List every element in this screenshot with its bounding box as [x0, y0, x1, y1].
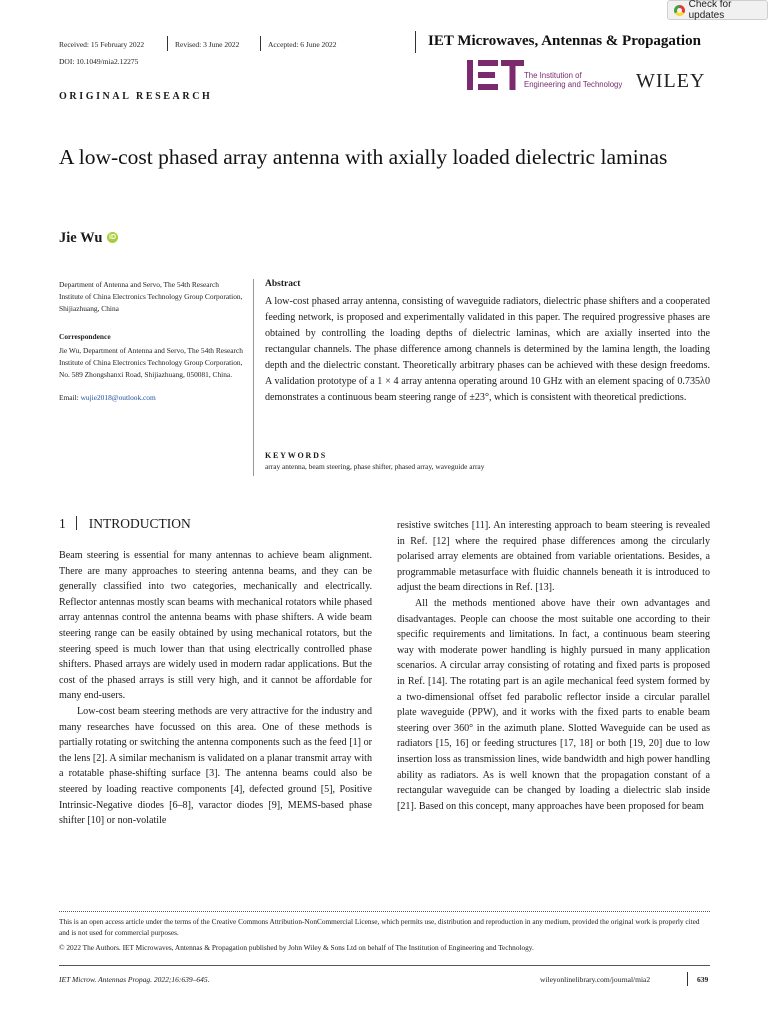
- crossmark-icon: [674, 5, 685, 16]
- paragraph: resistive switches [11]. An interesting approach to beam steering is revealed in Ref. [12] where the required phase differences among the circularly polarised array elements are obtained from variable orientations. Besides, a programmable metasurface with fluidic channels beneath it is introduced to adjust the beam directions in Ref. [13].: [397, 520, 710, 594]
- correspondence-email: [59, 392, 156, 404]
- keywords-heading: KEYWORDS: [265, 451, 327, 460]
- article-title: A low-cost phased array antenna with axially loaded dielectric laminas: [59, 145, 668, 169]
- meta-divider: [260, 36, 261, 51]
- copyright-note: © 2022 The Authors. IET Microwaves, Antennas & Propagation published by John Wiley & Sons Ltd on behalf of The Institution of Engineering and Technology.: [59, 943, 534, 952]
- footer-url[interactable]: wileyonlinelibrary.com/journal/mia2: [540, 975, 651, 984]
- article-type: ORIGINAL RESEARCH: [59, 91, 213, 102]
- journal-name: IET Microwaves, Antennas & Propagation: [428, 33, 701, 49]
- received-date: Received: 15 February 2022: [59, 40, 145, 49]
- section-title: INTRODUCTION: [88, 516, 191, 531]
- email-label: Email:: [59, 393, 81, 402]
- check-for-updates-button[interactable]: [667, 0, 768, 20]
- check-for-updates-label: Check for updates: [688, 0, 732, 21]
- affiliation: Department of Antenna and Servo, The 54th Research Institute of China Electronics Technology Group Corporation, Shijiazhuang, China: [59, 280, 243, 313]
- revised-date: Revised: 3 June 2022: [175, 40, 240, 49]
- keywords-list: array antenna, beam steering, phase shifter, phased array, waveguide array: [265, 462, 485, 471]
- correspondence-heading: Correspondence: [59, 332, 111, 341]
- section-divider: [76, 516, 77, 530]
- paragraph: All the methods mentioned above have their own advantages and disadvantages. People can choose the most suitable one according to their specific requirements and limitations. In fact, a continuous beam steering way with moderate power handling is highly pursued in many application scenarios. A circular array consisting of rotating and fixed parts is proposed in Ref. [14]. The rotating part is an agile mechanical feed system formed by a two-dimensional offset fed parabolic reflector inside a circular parallel plate waveguide (PPW), and it works with the fixed parts to enable beam steering over 360° in the azimuth plane. Slotted Waveguide can be used as radiators [15, 16] or feeding structures [17, 18] or both [19, 20] due to low insertion loss as transmission lines, wide bandwidth and high power handling ability as radiators. As is well known that the propagation constant of a rectangular waveguide can be changed by loading a dielectric slab inside [21]. Based on this concept, many approaches have been proposed for beam: [397, 597, 710, 812]
- orcid-icon[interactable]: iD: [109, 234, 116, 241]
- email-link[interactable]: wujie2018@outlook.com: [80, 393, 156, 402]
- footer-rule: [59, 965, 710, 966]
- abstract-heading: Abstract: [265, 279, 301, 289]
- body-column-left: [59, 548, 372, 829]
- page-number: 639: [697, 975, 709, 984]
- section-number: 1: [59, 516, 66, 531]
- footer-citation: IET Microw. Antennas Propag. 2022;16:639–645.: [59, 975, 210, 984]
- meta-divider: [415, 31, 416, 53]
- license-note: This is an open access article under the terms of the Creative Commons Attribution-NonCommercial License, which permits use, distribution and reproduction in any medium, provided the original work is properly cited and is not used for commercial purposes.: [59, 917, 700, 937]
- body-column-right: [397, 518, 710, 814]
- section-heading: [59, 516, 191, 532]
- iet-logo: [467, 60, 524, 90]
- meta-divider: [167, 36, 168, 51]
- doi: DOI: 10.1049/mia2.12275: [59, 57, 139, 66]
- paragraph: Low-cost beam steering methods are very attractive for the industry and many researches have focussed on this area. One of these methods is partially rotating or switching the antenna components such as the feed [1] or the lens [2]. A similar mechanism is validated on a planar transmit array with a rotatable phase-shifting surface [3]. The antenna beams could also be steered by loading reactive components [4], defected ground [5], Positive Intrinsic-Negative diodes [6–8], varactor diodes [9], MEMS-based phase shifter [10] or non-volatile: [59, 705, 372, 827]
- accepted-date: Accepted: 6 June 2022: [268, 40, 337, 49]
- footnotes: [59, 916, 710, 953]
- iet-name: The Institution of Engineering and Technology: [524, 71, 623, 89]
- wiley-logo: WILEY: [636, 70, 706, 92]
- footnote-rule: [59, 911, 710, 912]
- abstract-text: A low-cost phased array antenna, consisting of waveguide radiators, dielectric phase shifters and a cooperated feeding network, is proposed and experimentally validated in this paper. The required progressive phases are obtained by controlling the loading depths of dielectric laminas, which are axially inserted into the rectangular channels. The phase difference among channels is determined by the lamina length, the loading depth and the dielectric constant. Theoretically arbitrary phases can be achieved with these design freedoms. A validation prototype of a 1 × 4 array antenna operating around 10 GHz with an element spacing of 0.735λ0 demonstrates a continuous beam steering range of ±23°, which is consistent with theoretical predictions.: [265, 296, 710, 403]
- author-name[interactable]: Jie Wu: [59, 230, 103, 246]
- abstract-divider: [253, 279, 254, 476]
- footer-divider: [687, 972, 688, 986]
- correspondence-address: Jie Wu, Department of Antenna and Servo, The 54th Research Institute of China Electronics Technology Group Corporation, No. 589 Zhongshanxi Road, Shijiazhuang, 050081, China.: [59, 346, 243, 379]
- paragraph: Beam steering is essential for many antennas to achieve beam alignment. There are many approaches to steering antenna beams, and they can be generally classified into two categories, mechanically and electrically. Reflector antennas mostly scan beams with mechanical rotators while phased array antennas control the antenna beams with phase shifters. A wide beam steering range can be easily obtained by using mechanical rotators, but the steering speed is much lower than that using electrically controlled phase shifters. Phased arrays are widely used in modern radar applications. But the cost of the phased arrays is still very high, and it cannot be affordable for many end-users.: [59, 550, 372, 702]
